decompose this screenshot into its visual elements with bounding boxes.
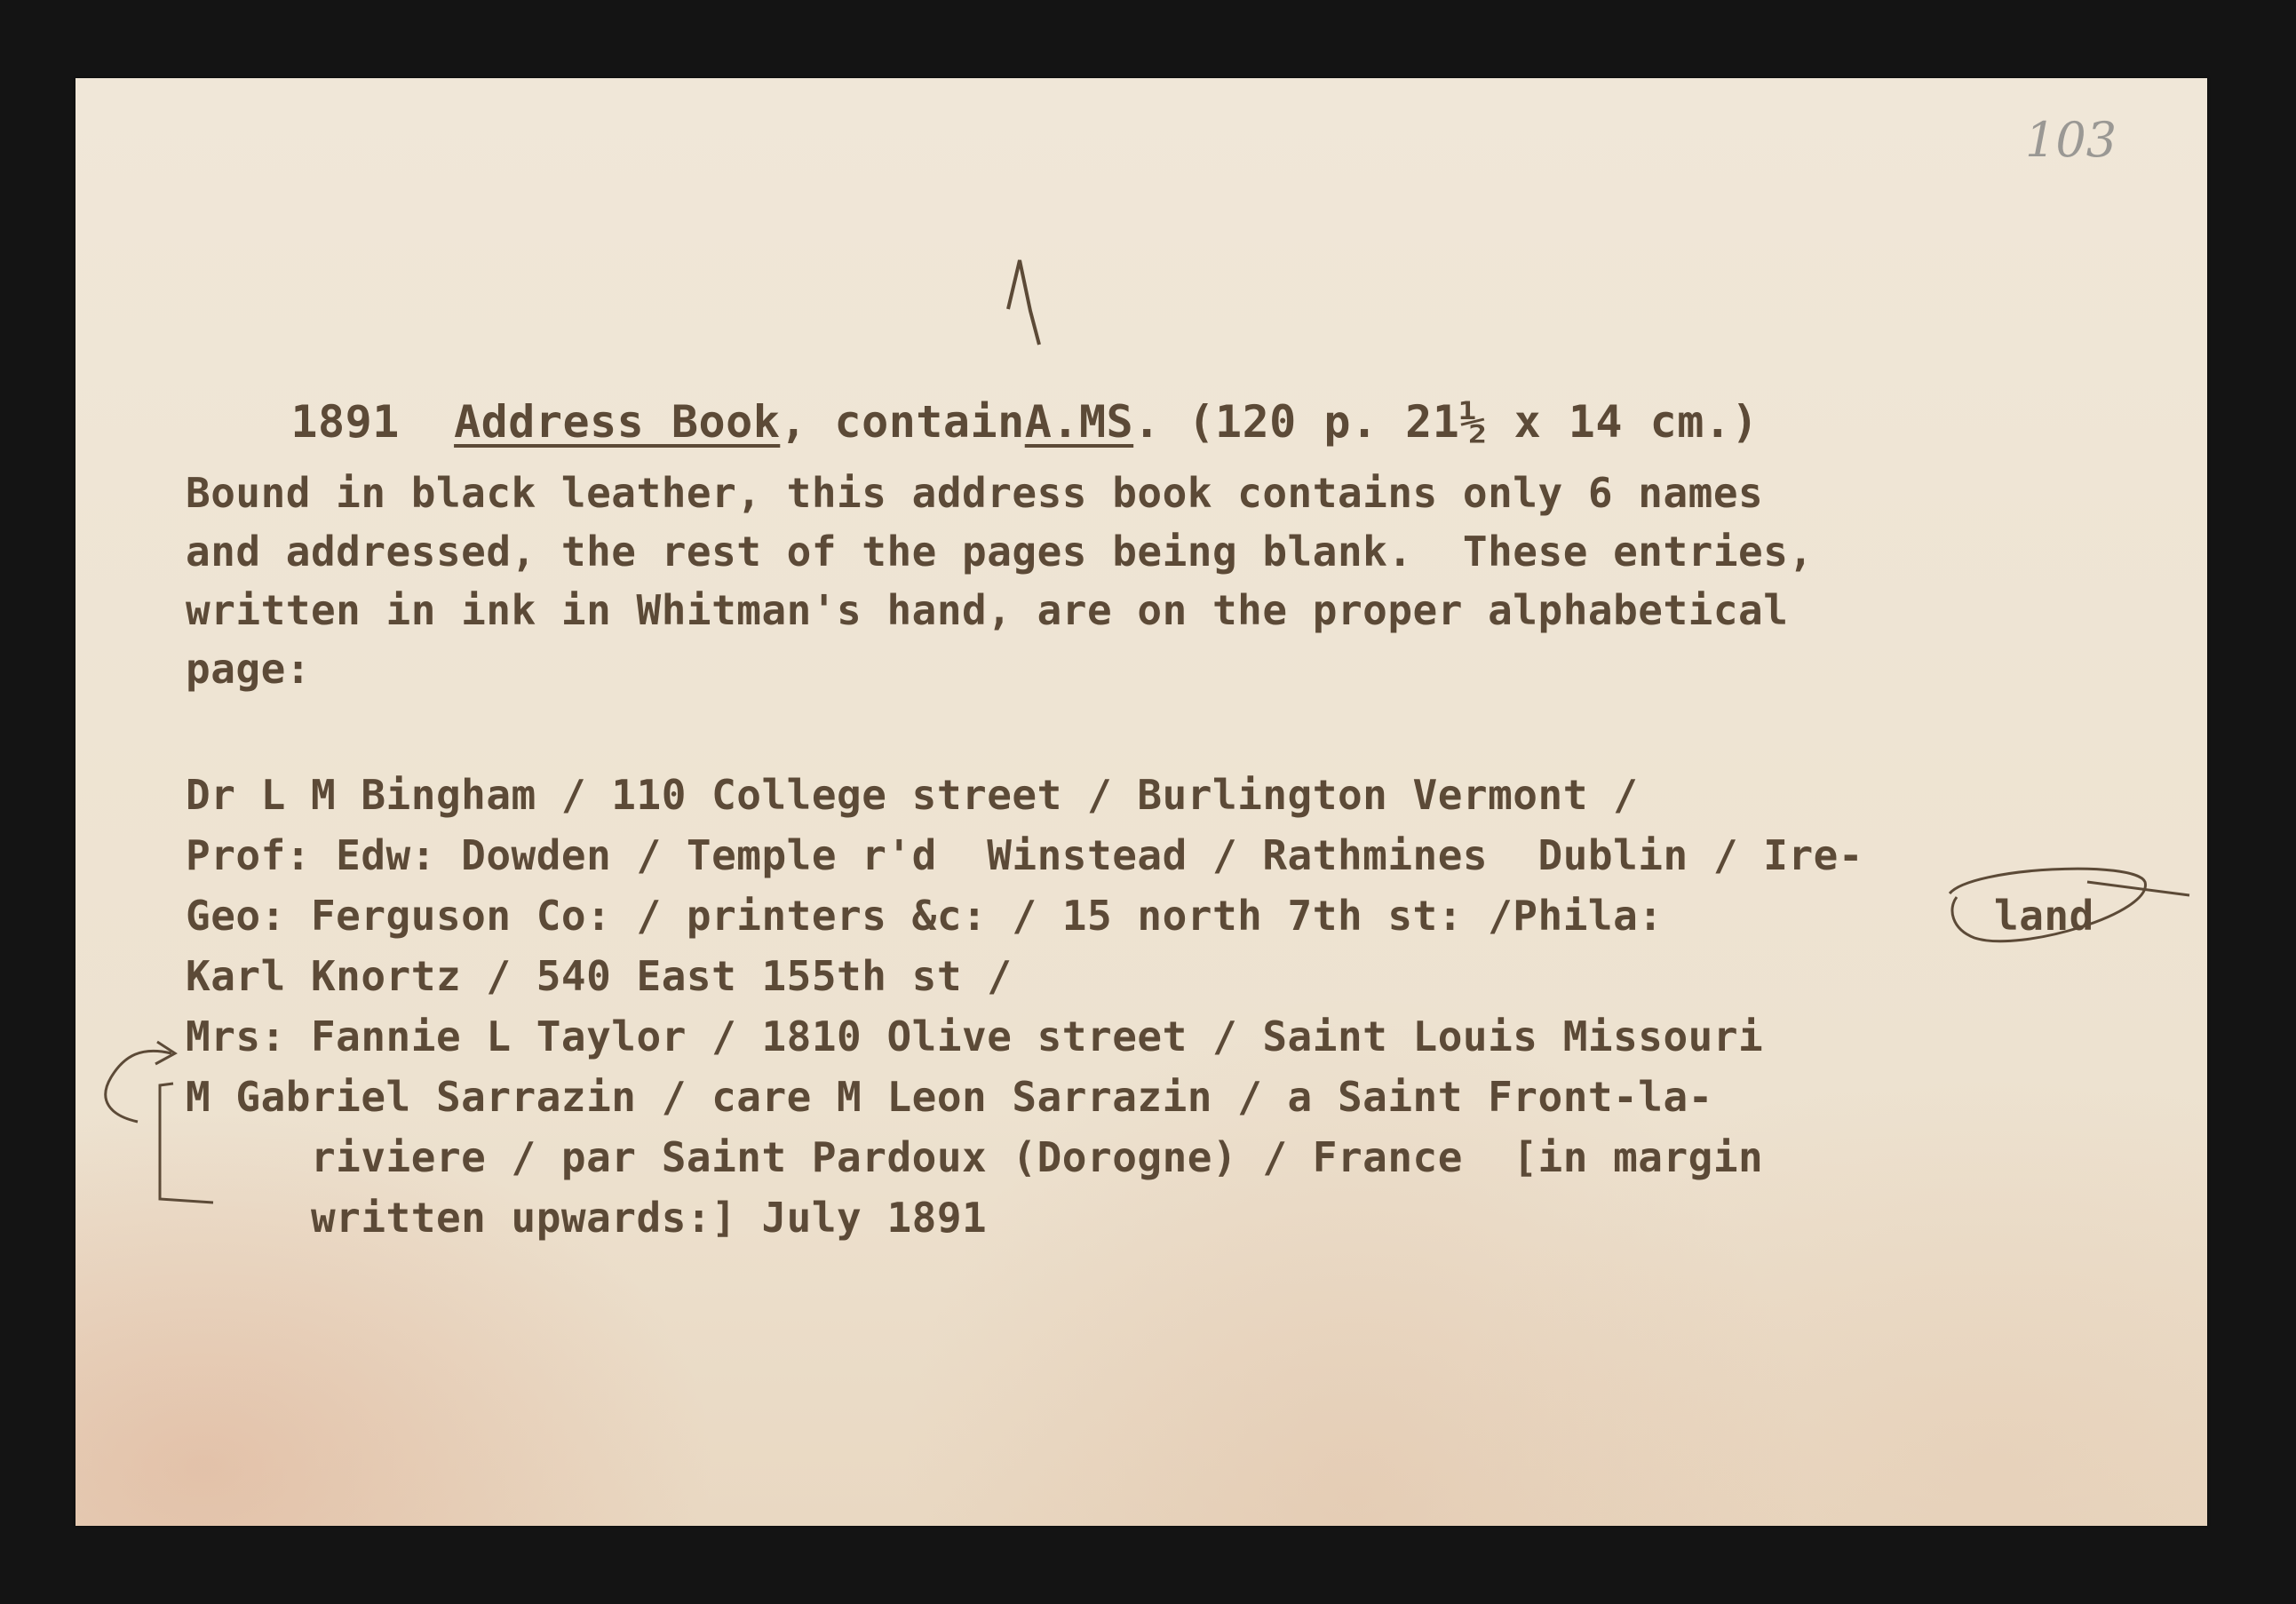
description-line: and addressed, the rest of the pages being blank. These entries, [186, 528, 1814, 576]
entry-line: written upwards:] July 1891 [186, 1194, 988, 1242]
entry-line: Karl Knortz / 540 East 155th st / [186, 952, 1013, 1000]
entry-line: Prof: Edw: Dowden / Temple r'd Winstead / Rathmines Dublin / Ire- [186, 831, 1864, 879]
entry-line: M Gabriel Sarrazin / care M Leon Sarrazin / a Saint Front-la- [186, 1073, 1713, 1121]
heading-year: 1891 [290, 396, 400, 448]
pencil-marks [75, 78, 2207, 1526]
heading-title: Address Book [454, 396, 781, 448]
entry-line: riviere / par Saint Pardoux (Dorogne) / France [in margin [186, 1133, 1764, 1181]
entry-line: Geo: Ferguson Co: / printers &c: / 15 north 7th st: /Phila: [186, 892, 1664, 940]
land-circle [1950, 869, 2145, 941]
index-card [75, 78, 2207, 1526]
description-line: Bound in black leather, this address book contains only 6 names [186, 469, 1764, 517]
entry-line: Mrs: Fannie L Taylor / 1810 Olive street / Saint Louis Missouri [186, 1012, 1764, 1060]
heading-after-title: , contain [780, 396, 1025, 448]
entry-line: Dr L M Bingham / 110 College street / Burlington Vermont / [186, 771, 1639, 819]
description-line: page: [186, 645, 311, 693]
margin-note-land: land [1994, 892, 2094, 940]
heading-abbr: A.MS [1024, 396, 1134, 448]
heading-details: . (120 p. 21½ x 14 cm.) [1133, 396, 1760, 448]
caret-mark [1008, 260, 1039, 345]
arrow-line [2087, 882, 2189, 895]
description-line: written in ink in Whitman's hand, are on the proper alphabetical [186, 586, 1789, 634]
lower-bracket [160, 1084, 213, 1203]
page-number: 103 [2025, 112, 2117, 168]
